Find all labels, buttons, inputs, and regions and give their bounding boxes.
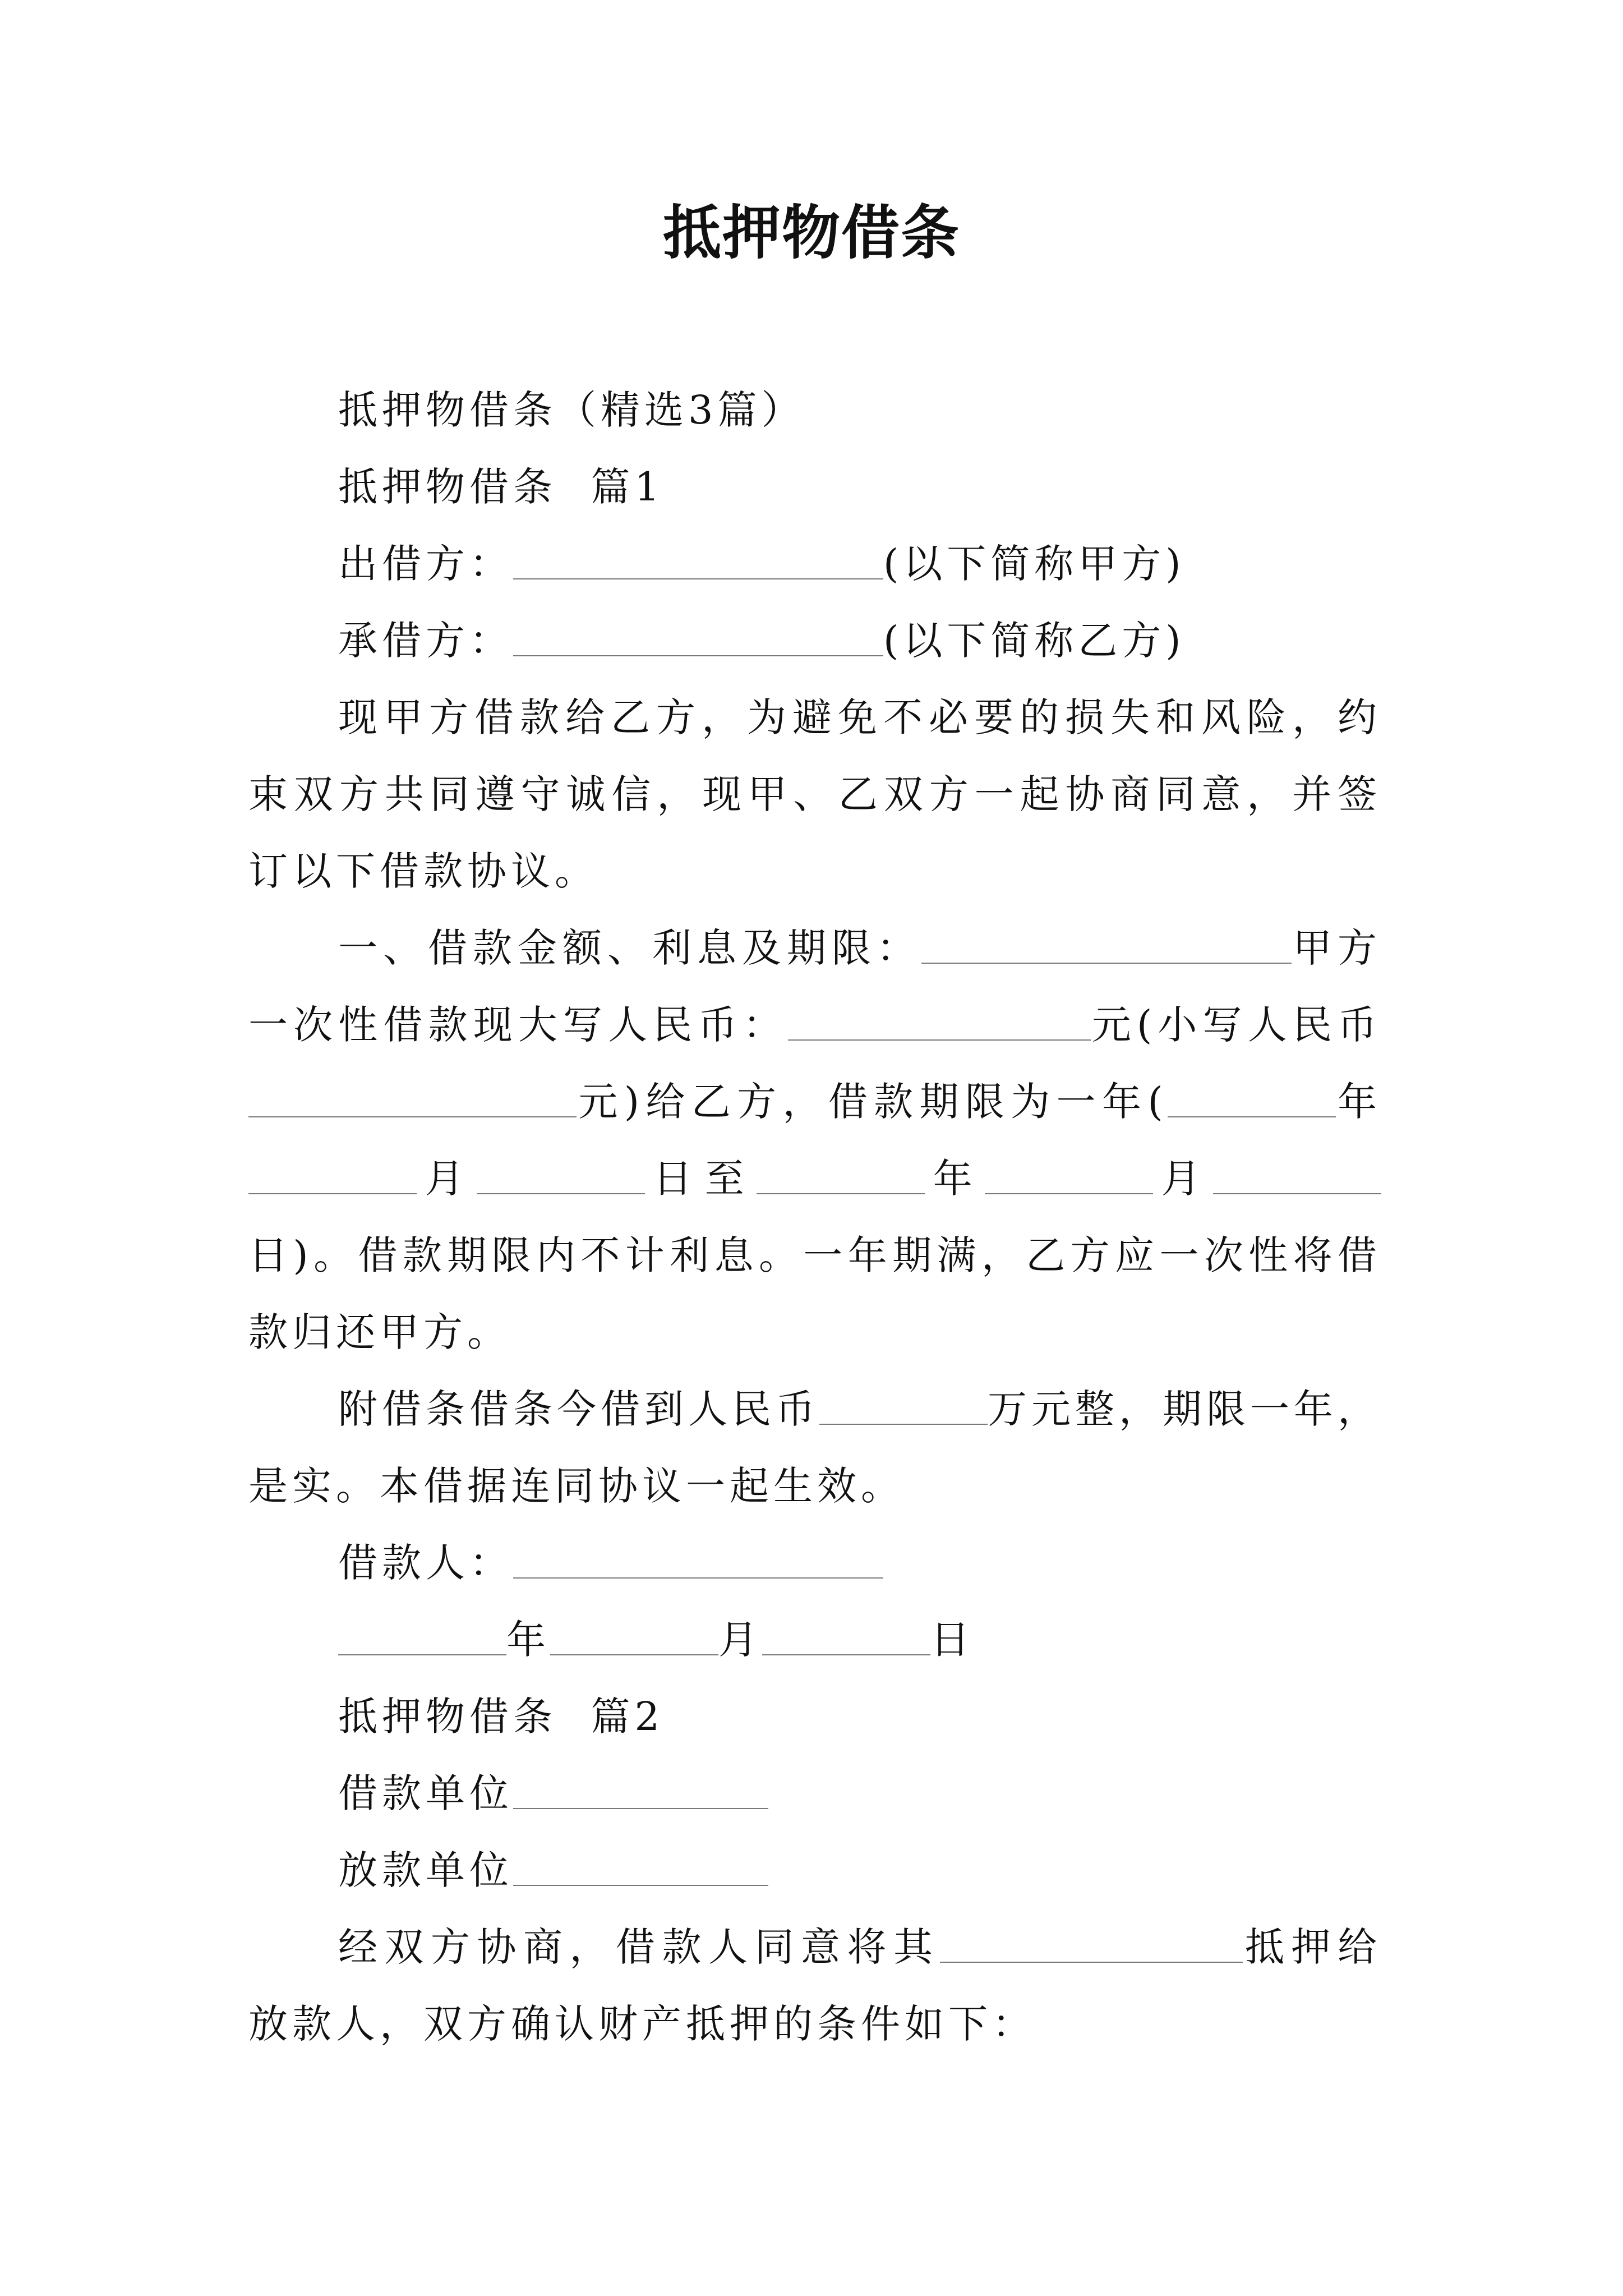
clause-1-blank-start-year (1168, 1081, 1336, 1117)
clause-1-paragraph (248, 910, 1381, 1371)
date-month: 月 (718, 1617, 762, 1663)
date-blank-day (762, 1619, 930, 1655)
borrower-blank (513, 620, 883, 656)
borrower-suffix: (以下简称乙方) (883, 618, 1186, 664)
date-line (248, 1602, 1381, 1678)
clause-1-blank-end-month (985, 1158, 1153, 1194)
mortgage-text-2: 抵押给放款人，双方确认财产抵押的条件如下： (248, 1924, 1381, 2047)
clause-1-blank-end-day (1213, 1158, 1381, 1194)
signer-blank (513, 1542, 883, 1579)
signer-line (248, 1525, 1381, 1602)
clause-1-text-1: 甲方一次性借款现大写人民币： (248, 925, 1381, 1048)
date-blank-year (338, 1619, 506, 1655)
clause-1-blank-upper (788, 1004, 1091, 1041)
lend-unit-label: 放款单位 (338, 1847, 513, 1893)
subtitle: 抵押物借条（精选3篇） (338, 387, 805, 433)
mortgage-text-1: 经双方协商，借款人同意将其 (338, 1924, 940, 1970)
date-year: 年 (506, 1617, 550, 1663)
borrower-line (248, 602, 1381, 679)
note-text-2: 万元整，期限一年，是实。本借据连同协议一起生效。 (248, 1386, 1381, 1509)
mortgage-blank-property (940, 1926, 1243, 1963)
borrow-unit-line (248, 1755, 1381, 1832)
clause-1-text-7: 年 (925, 1156, 985, 1202)
mortgage-paragraph (248, 1909, 1381, 2063)
section-heading-1 (248, 449, 1381, 526)
clause-1-blank-lower (248, 1081, 577, 1117)
lend-unit-blank (513, 1849, 768, 1886)
signer-label: 借款人： (338, 1540, 513, 1586)
lender-blank (513, 543, 883, 579)
lender-suffix: (以下简称甲方) (883, 541, 1186, 587)
date-day: 日 (930, 1617, 974, 1663)
borrower-label: 承借方： (338, 618, 513, 664)
clause-1-prefix: 一、借款金额、利息及期限： (338, 925, 921, 971)
lender-label: 出借方： (338, 541, 513, 587)
clause-1-text-2: 元(小写人民币 (1090, 1002, 1382, 1048)
clause-1-blank-start-day (477, 1158, 645, 1194)
clause-1-blank-amount (921, 927, 1292, 964)
lender-line (248, 526, 1381, 602)
borrow-unit-label: 借款单位 (338, 1770, 513, 1816)
document-body (248, 372, 1381, 2063)
note-text-1: 附借条借条今借到人民币 (338, 1386, 819, 1432)
note-blank-amount (819, 1388, 988, 1425)
section-heading-1-text: 抵押物借条 篇1 (338, 464, 665, 510)
clause-1-text-6: 日至 (644, 1156, 757, 1202)
borrow-unit-blank (513, 1773, 768, 1809)
clause-1-blank-start-month (248, 1158, 417, 1194)
clause-1-text-3: 元)给乙方，借款期限为一年( (577, 1079, 1168, 1125)
clause-1-text-9: 日)。借款期限内不计利息。一年期满，乙方应一次性将借款归还甲方。 (248, 1232, 1381, 1355)
intro-paragraph: 现甲方借款给乙方，为避免不必要的损失和风险，约束双方共同遵守诚信，现甲、乙双方一起协商同意，并签订以下借款协议。 (248, 694, 1381, 894)
lend-unit-line (248, 1832, 1381, 1909)
section-heading-2-text: 抵押物借条 篇2 (338, 1694, 665, 1740)
document-title: 抵押物借条 (662, 198, 960, 267)
clause-1-text-8: 月 (1153, 1156, 1214, 1202)
note-paragraph (248, 1371, 1381, 1525)
section-heading-2 (248, 1678, 1381, 1755)
date-blank-month (550, 1619, 718, 1655)
clause-1-blank-end-year (757, 1158, 925, 1194)
clause-1-text-5: 月 (417, 1156, 477, 1202)
clause-1-text-4: 年 (1335, 1079, 1381, 1125)
